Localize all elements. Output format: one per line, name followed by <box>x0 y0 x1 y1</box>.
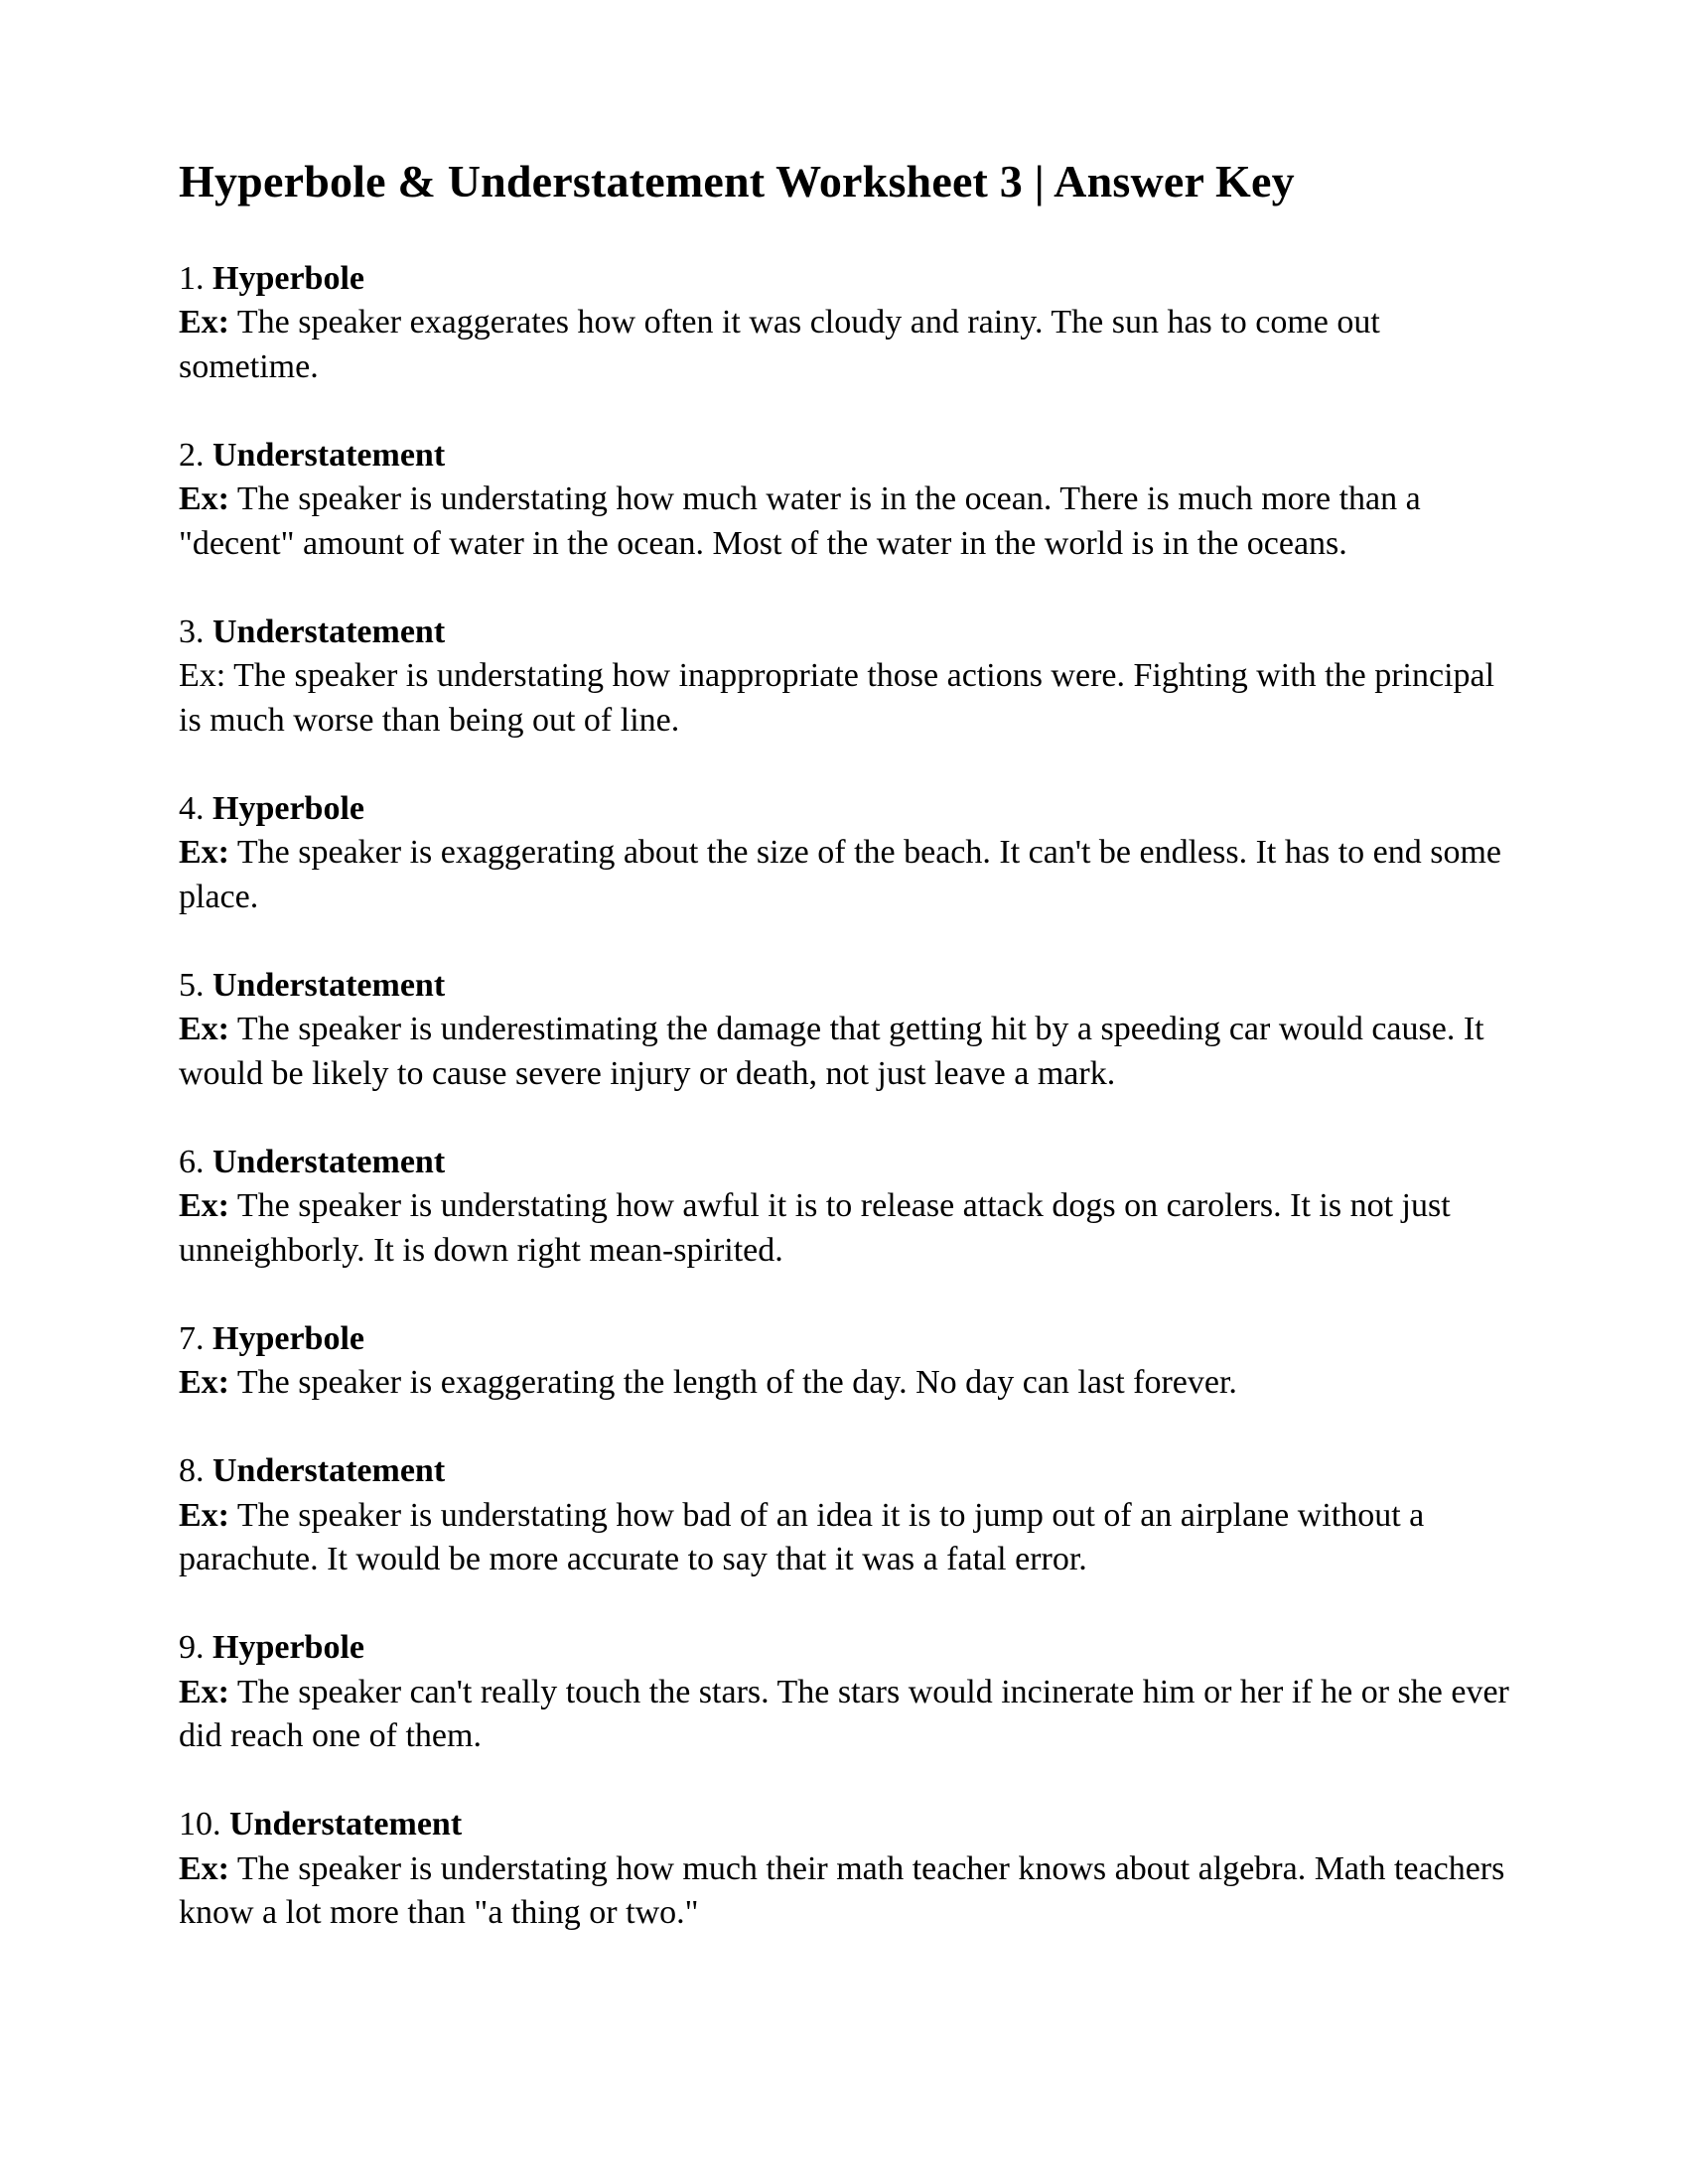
item-number: 6. <box>179 1143 205 1180</box>
answer-type: Understatement <box>212 1143 446 1180</box>
item-number: 10. <box>179 1806 221 1843</box>
answer-item-10 <box>179 1803 1509 1936</box>
ex-label: Ex: <box>179 1364 229 1402</box>
explanation <box>179 1671 1509 1759</box>
answer-type: Understatement <box>212 613 446 650</box>
item-number: 1. <box>179 259 205 297</box>
answer-heading <box>179 611 1509 655</box>
answer-heading <box>179 787 1509 832</box>
explanation-text: The speaker is understating how much water is in the ocean. There is much more than a "decent" amount of water in the ocean. Most of the water in the world is in the oceans. <box>179 480 1421 562</box>
explanation-text: The speaker is understating how much their math teacher knows about algebra. Math teachers know a lot more than "a thing or two." <box>179 1849 1505 1932</box>
answer-list <box>179 257 1509 1936</box>
answer-item-3 <box>179 611 1509 744</box>
answer-type: Understatement <box>212 1452 446 1490</box>
explanation <box>179 1184 1509 1273</box>
explanation <box>179 1008 1509 1096</box>
item-number: 4. <box>179 789 205 827</box>
ex-label: Ex: <box>179 1849 229 1887</box>
explanation <box>179 1361 1509 1406</box>
answer-item-7 <box>179 1317 1509 1406</box>
explanation <box>179 1847 1509 1936</box>
answer-heading <box>179 257 1509 302</box>
explanation-text: The speaker is exaggerating the length of the day. No day can last forever. <box>236 1364 1237 1402</box>
explanation <box>179 1494 1509 1582</box>
answer-item-1 <box>179 257 1509 390</box>
answer-item-8 <box>179 1449 1509 1582</box>
answer-heading <box>179 964 1509 1009</box>
explanation-text: The speaker is exaggerating about the size of the beach. It can't be endless. It has to end some place. <box>179 834 1501 915</box>
ex-label: Ex: <box>179 834 229 872</box>
page-title: Hyperbole & Understatement Worksheet 3 | Answer Key <box>179 156 1295 206</box>
explanation-text: The speaker exaggerates how often it was cloudy and rainy. The sun has to come out sometime. <box>179 304 1380 385</box>
explanation <box>179 654 1509 743</box>
answer-type: Hyperbole <box>212 789 364 827</box>
answer-heading <box>179 1803 1509 1847</box>
answer-type: Hyperbole <box>212 1319 364 1357</box>
item-number: 8. <box>179 1452 205 1490</box>
answer-heading <box>179 434 1509 478</box>
answer-type: Understatement <box>212 436 446 474</box>
explanation <box>179 478 1509 566</box>
answer-heading <box>179 1317 1509 1362</box>
explanation-text: : The speaker is understating how inappropriate those actions were. Fighting with the principal is much worse than being out of line. <box>179 657 1495 739</box>
answer-item-5 <box>179 964 1509 1097</box>
answer-type: Understatement <box>229 1806 463 1843</box>
worksheet-page <box>179 157 1509 1979</box>
answer-type: Understatement <box>212 966 446 1004</box>
explanation-text: The speaker can't really touch the stars. The stars would incinerate him or her if he or she ever did reach one of them. <box>179 1673 1509 1755</box>
ex-label: Ex: <box>179 1496 229 1534</box>
answer-item-2 <box>179 434 1509 567</box>
answer-type: Hyperbole <box>212 1629 364 1667</box>
explanation-text: The speaker is understating how bad of an idea it is to jump out of an airplane without a parachute. It would be more accurate to say that it was a fatal error. <box>179 1496 1425 1578</box>
explanation <box>179 831 1509 919</box>
explanation-text: The speaker is underestimating the damage that getting hit by a speeding car would cause. It would be likely to cause severe injury or death, not just leave a mark. <box>179 1011 1484 1092</box>
item-number: 7. <box>179 1319 205 1357</box>
item-number: 9. <box>179 1629 205 1667</box>
explanation-text: The speaker is understating how awful it is to release attack dogs on carolers. It is not just unneighborly. It is down right mean-spirited. <box>179 1187 1451 1269</box>
item-number: 2. <box>179 436 205 474</box>
answer-heading <box>179 1141 1509 1185</box>
answer-type: Hyperbole <box>212 259 364 297</box>
ex-label: Ex: <box>179 480 229 518</box>
item-number: 5. <box>179 966 205 1004</box>
ex-label: Ex <box>179 657 216 695</box>
ex-label: Ex: <box>179 304 229 341</box>
answer-item-4 <box>179 787 1509 920</box>
ex-label: Ex: <box>179 1011 229 1048</box>
ex-label: Ex: <box>179 1187 229 1225</box>
answer-heading <box>179 1449 1509 1494</box>
explanation <box>179 301 1509 389</box>
ex-label: Ex: <box>179 1673 229 1710</box>
answer-heading <box>179 1626 1509 1671</box>
answer-item-6 <box>179 1141 1509 1274</box>
answer-item-9 <box>179 1626 1509 1759</box>
item-number: 3. <box>179 613 212 650</box>
